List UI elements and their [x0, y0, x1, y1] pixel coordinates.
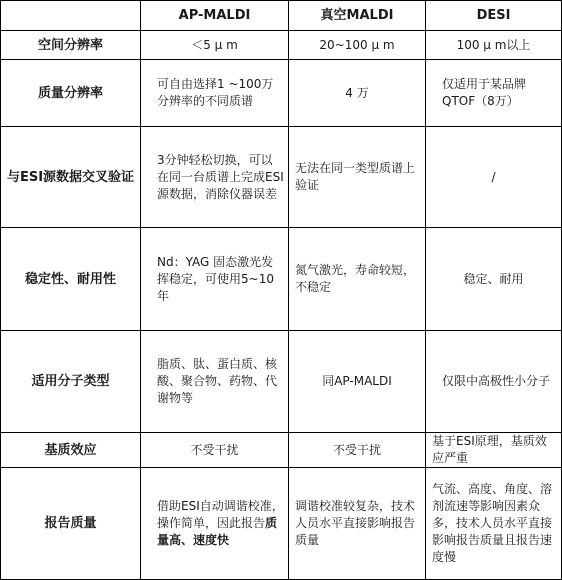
cell-ap-mass-text: 可自由选择1 ~100万分辨率的不同质谱: [157, 77, 274, 108]
cell-desi-report: [426, 468, 562, 580]
cell-vac-report: [289, 468, 426, 580]
row-label-molecule-types: 适用分子类型: [1, 331, 141, 433]
table-row: [1, 433, 562, 468]
row-label-report-quality: 报告质量: [1, 468, 141, 580]
row-label-matrix-effect: 基质效应: [1, 433, 141, 468]
cell-ap-esi-text: 3分钟轻松切换，可以在同一台质谱上完成ESI源数据，消除仪器误差: [157, 152, 284, 201]
cell-ap-matrix: 不受干扰: [141, 433, 289, 468]
cell-vac-esi: [289, 127, 426, 228]
cell-ap-report-highlight: 质量高、速度快: [157, 516, 278, 547]
header-vacuum-maldi: 真空MALDI: [289, 1, 426, 31]
cell-vac-mass: 4 万: [289, 60, 426, 127]
cell-vac-stability: [289, 228, 426, 331]
table-row: [1, 127, 562, 228]
cell-vac-molecules: 同AP-MALDI: [289, 331, 426, 433]
cell-ap-esi: [141, 127, 289, 228]
cell-desi-molecules-text: 仅限中高极性小分子: [442, 374, 551, 388]
cell-desi-matrix: [426, 433, 562, 468]
cell-vac-stability-text: 氮气激光，寿命较短，不稳定: [295, 263, 416, 294]
row-label-spatial-resolution: 空间分辨率: [1, 31, 141, 60]
cell-desi-molecules: [426, 331, 562, 433]
cell-ap-stability: [141, 228, 289, 331]
header-ap-maldi: AP-MALDI: [141, 1, 289, 31]
row-label-stability: 稳定性、耐用性: [1, 228, 141, 331]
header-desi: DESI: [426, 1, 562, 31]
cell-desi-matrix-text: 基于ESI原理，基质效应严重: [432, 434, 547, 465]
table-row: [1, 60, 562, 127]
cell-desi-mass: [426, 60, 562, 127]
cell-ap-report-prefix: 借助ESI自动调谐校准，操作简单，因此报告: [157, 499, 284, 530]
cell-desi-mass-text: 仅适用于某品牌QTOF（8万）: [442, 77, 527, 108]
table-row: [1, 228, 562, 331]
cell-ap-report: [141, 468, 289, 580]
cell-vac-spatial: 20~100 μ m: [289, 31, 426, 60]
cell-desi-report-text: 气流、高度、角度、溶剂流速等影响因素众多，技术人员水平直接影响报告质量且报告速度慢: [432, 482, 553, 564]
row-label-mass-resolution: 质量分辨率: [1, 60, 141, 127]
table-row: [1, 331, 562, 433]
row-label-esi-cross-validation: 与ESI源数据交叉验证: [1, 127, 141, 228]
cell-ap-molecules-text: 脂质、肽、蛋白质、核酸、聚合物、药物、代谢物等: [157, 357, 278, 405]
cell-ap-mass: [141, 60, 289, 127]
table-row: [1, 31, 562, 60]
cell-vac-matrix: 不受干扰: [289, 433, 426, 468]
cell-desi-esi: /: [426, 127, 562, 228]
cell-ap-spatial: ＜5 μ m: [141, 31, 289, 60]
header-empty-cell: [1, 1, 141, 31]
cell-ap-molecules: [141, 331, 289, 433]
cell-desi-stability: 稳定、耐用: [426, 228, 562, 331]
cell-desi-spatial: 100 μ m以上: [426, 31, 562, 60]
table-row: [1, 468, 562, 580]
cell-vac-esi-text: 无法在同一类型质谱上验证: [295, 161, 416, 192]
cell-ap-stability-text: Nd：YAG 固态激光发挥稳定，可使用5~10年: [157, 254, 274, 303]
cell-vac-report-text: 调谐校准较复杂，技术人员水平直接影响报告质量: [295, 499, 416, 547]
header-row: [1, 1, 562, 31]
cell-ap-report-text: [145, 498, 284, 549]
